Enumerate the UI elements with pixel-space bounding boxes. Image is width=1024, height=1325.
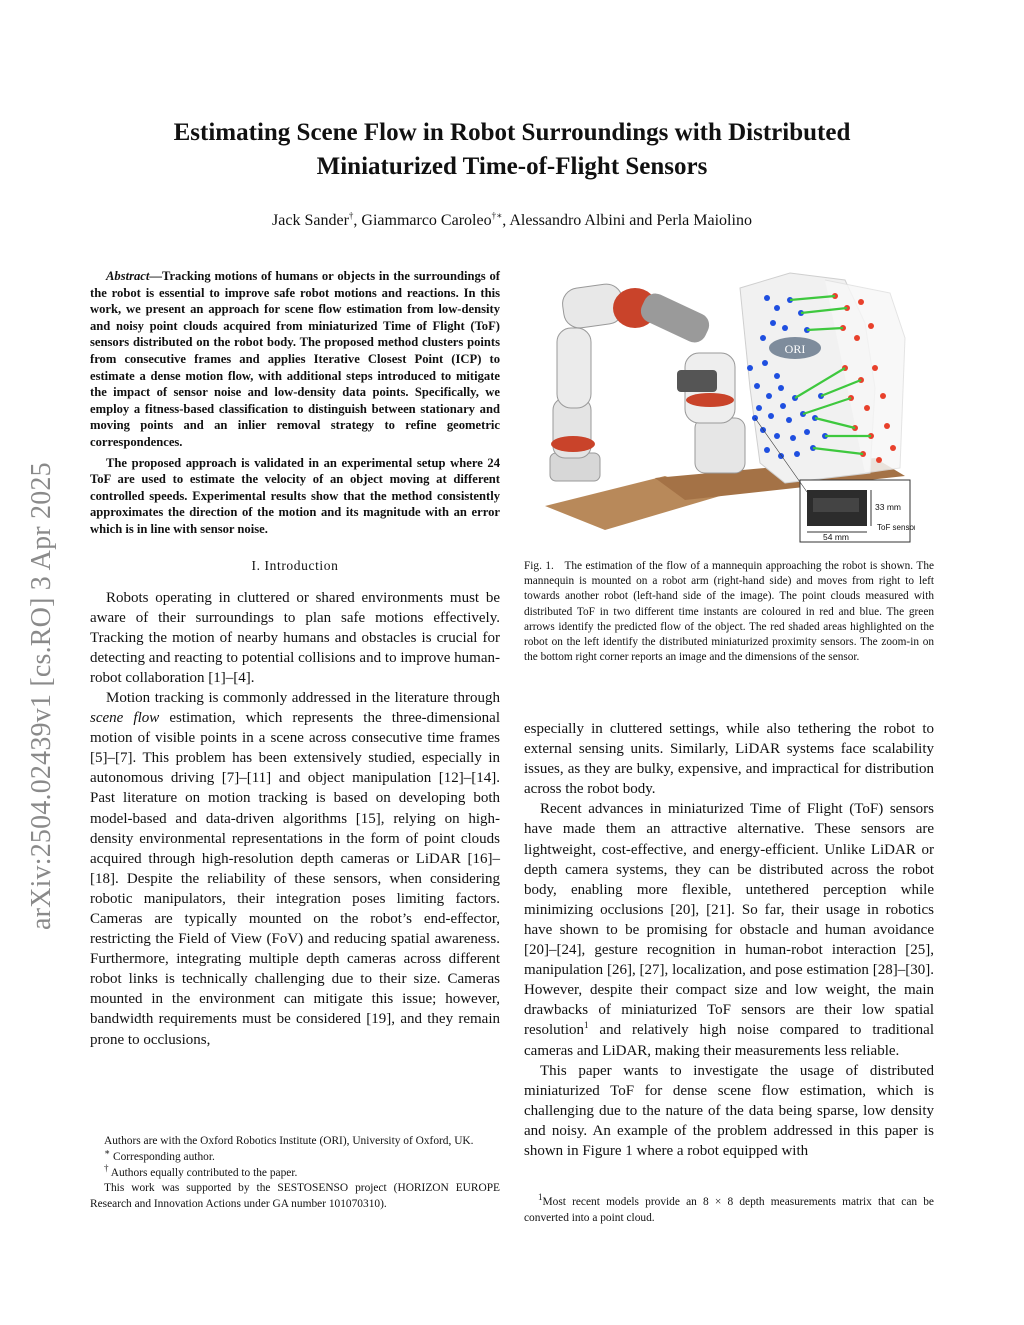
left-footnotes: [90, 1134, 500, 1213]
left-robot-gripper-link: [637, 290, 713, 347]
abstract-label: Abstract: [106, 269, 150, 283]
author-2-mark: †∗: [491, 210, 503, 221]
abstract-dash: —: [149, 269, 162, 283]
left-robot-lower-ring: [551, 436, 595, 452]
paper-title: [90, 116, 934, 184]
sensor-chip: [813, 498, 859, 512]
footnote-equal-contribution: [90, 1162, 500, 1182]
intro-p2-a: Motion tracking is commonly addressed in the literature through: [106, 689, 500, 706]
abstract-paragraph-1: [90, 268, 500, 451]
footnote-equal-text: Authors equally contributed to the paper.: [108, 1166, 298, 1179]
intro-paragraph-4: [524, 799, 934, 1060]
footnote-equal-mark: †: [104, 1162, 109, 1173]
figure-1-caption: [524, 559, 934, 665]
section-heading-introduction: I. Introduction: [251, 557, 339, 573]
footnote-corresponding-text: Corresponding author.: [110, 1150, 215, 1163]
intro-p2-emphasis: scene flow: [90, 710, 160, 727]
right-robot-mount: [677, 370, 717, 392]
right-footnote-mark: 1: [538, 1192, 543, 1203]
title-line-1: Estimating Scene Flow in Robot Surroundings with Distributed: [173, 119, 851, 146]
right-footnote: [524, 1192, 934, 1227]
ori-logo-text: ORI: [784, 342, 806, 356]
intro-p4-footnote-mark: 1: [584, 1020, 589, 1031]
author-2: Giammarco Caroleo: [361, 212, 492, 229]
figure-1-illustration: [545, 268, 915, 548]
author-1-mark: †: [348, 210, 354, 221]
right-column: [524, 719, 934, 1161]
right-robot-base: [695, 418, 745, 473]
abstract-text-1: Tracking motions of humans or objects in the surroundings of the robot is essential to improve safe robot motions and reactions. In this work, we present an approach for scene flow estimation from low-density and noisy point clouds acquired from miniaturized Time of Flight (ToF) sensors distributed on the robot body. The proposed method clusters points from consecutive frames and applies Iterative Closest Point (ICP) to estimate a dense motion flow, with additional steps introduced to mitigate the impact of sensor noise and low-density data points. Specifically, we employ a fitness-based classification to distinguish between stationary and moving points and an inlier removal strategy to refine geometric correspondences.: [90, 269, 500, 449]
caption-label: Fig. 1.: [524, 560, 554, 572]
intro-p4-end: and relatively high noise compared to traditional cameras and LiDAR, making their measurements less reliable.: [524, 1022, 934, 1059]
footnote-funding: This work was supported by the SESTOSENSO project (HORIZON EUROPE Research and Innovation Actions under GA number 101070310).: [90, 1182, 500, 1211]
intro-paragraph-1: Robots operating in cluttered or shared environments must be aware of their surroundings to plan safe motions effectively. Tracking the motion of nearby humans and obstacles is crucial for detecting and reacting to potential collisions and to improve human-robot collaboration [1]–[4].: [90, 589, 500, 686]
left-column: [90, 268, 500, 1050]
right-footnote-text: Most recent models provide an 8 × 8 depth measurements matrix that can be converted into a point cloud.: [524, 1196, 934, 1224]
footnote-affiliation: Authors are with the Oxford Robotics Institute (ORI), University of Oxford, UK.: [104, 1135, 474, 1147]
dimension-width-label: 54 mm: [823, 532, 849, 542]
intro-paragraph-3-continued: especially in cluttered settings, while also tethering the robot to external sensing units. Similarly, LiDAR systems face scalability issues, as they are bulky, expensive, and impractical for distribution across the robot body.: [524, 721, 934, 798]
intro-p4-text: Recent advances in miniaturized Time of Flight (ToF) sensors have made them an attractive alternative. These sensors are lightweight, cost-effective, and energy-efficient. Unlike LiDAR or depth camera systems, they can be distributed across the robot body, enabling more flexible, untethered perception while minimizing occlusions [20], [21]. So far, their usage in robotics have shown to be promising for obstacle and human avoidance [20]–[24], gesture recognition in human-robot interaction [25], manipulation [26], [27], localization, and pose estimation [28]–[30]. However, despite their compact size and low weight, the main drawbacks of miniaturized ToF sensors are their low spatial resolution: [524, 801, 934, 1039]
abstract-paragraph-2: The proposed approach is validated in an experimental setup where 24 ToF are used to estimate the velocity of an object moving at different controlled speeds. Experimental results show that the method consistently approximates the direction of the motion and its magnitude with an error which is in line with sensor noise.: [90, 455, 500, 536]
arxiv-stamp: arXiv:2504.02439v1 [cs.RO] 3 Apr 2025: [26, 462, 57, 930]
right-robot-sensor-ring: [686, 393, 734, 407]
figure-1: [545, 268, 915, 548]
sensor-label: ToF sensor: [877, 523, 915, 532]
left-robot-link-2: [557, 328, 591, 408]
author-1: Jack Sander: [272, 212, 349, 229]
footnote-corresponding: [90, 1147, 500, 1166]
title-line-2: Miniaturized Time-of-Flight Sensors: [316, 153, 708, 180]
intro-p2-b: estimation, which represents the three-dimensional motion of visible points in a scene across consecutive time frames [5]–[7]. This problem has been extensively studied, especially in autonomous driving [7]–[11] and object manipulation [12]–[14]. Past literature on motion tracking is based on developing both model-based and data-driven algorithms [15], relying on high-density environmental representations in the form of point clouds acquired through high-resolution depth cameras or LiDAR [16]–[18]. Despite the reliability of these sensors, when considering robotic manipulators, their integration poses limiting factors. Cameras are typically mounted on the robot’s end-effector, restricting the Field of View (FoV) and reducing spatial awareness. Furthermore, integrating multiple depth cameras across different robot links is technically challenging due to their size. Cameras mounted in the environment can mitigate this issue; however, bandwidth requirements must be considered [19], and they remain prone to occlusions,: [90, 710, 501, 1048]
footnote-corresponding-mark: ∗: [104, 1147, 111, 1157]
author-3-4: Alessandro Albini and Perla Maiolino: [509, 212, 752, 229]
intro-paragraph-5: This paper wants to investigate the usage of distributed miniaturized ToF for dense scene flow estimation, which is challenging due to the nature of the data being sparse, low density and noisy. An example of the problem addressed in this paper is shown in Figure 1 where a robot equipped with: [524, 1062, 934, 1159]
dimension-height-label: 33 mm: [875, 502, 901, 512]
author-list: Jack Sander†, Giammarco Caroleo†∗, Alessandro Albini and Perla Maiolino: [272, 210, 752, 229]
intro-paragraph-2: [90, 688, 500, 1050]
caption-text: The estimation of the flow of a mannequin approaching the robot is shown. The mannequin is mounted on a robot arm (right-hand side) and moves from right to left towards another robot (left-hand side of the image). The point clouds measured with distributed ToF in two different time instants are coloured in red and blue. The green arrows identify the predicted flow of the object. The red shaded areas highlighted on the robot on the left identify the distributed miniaturized proximity sensors. The zoom-in on the bottom right corner reports an image and the dimensions of the sensor.: [524, 560, 934, 664]
